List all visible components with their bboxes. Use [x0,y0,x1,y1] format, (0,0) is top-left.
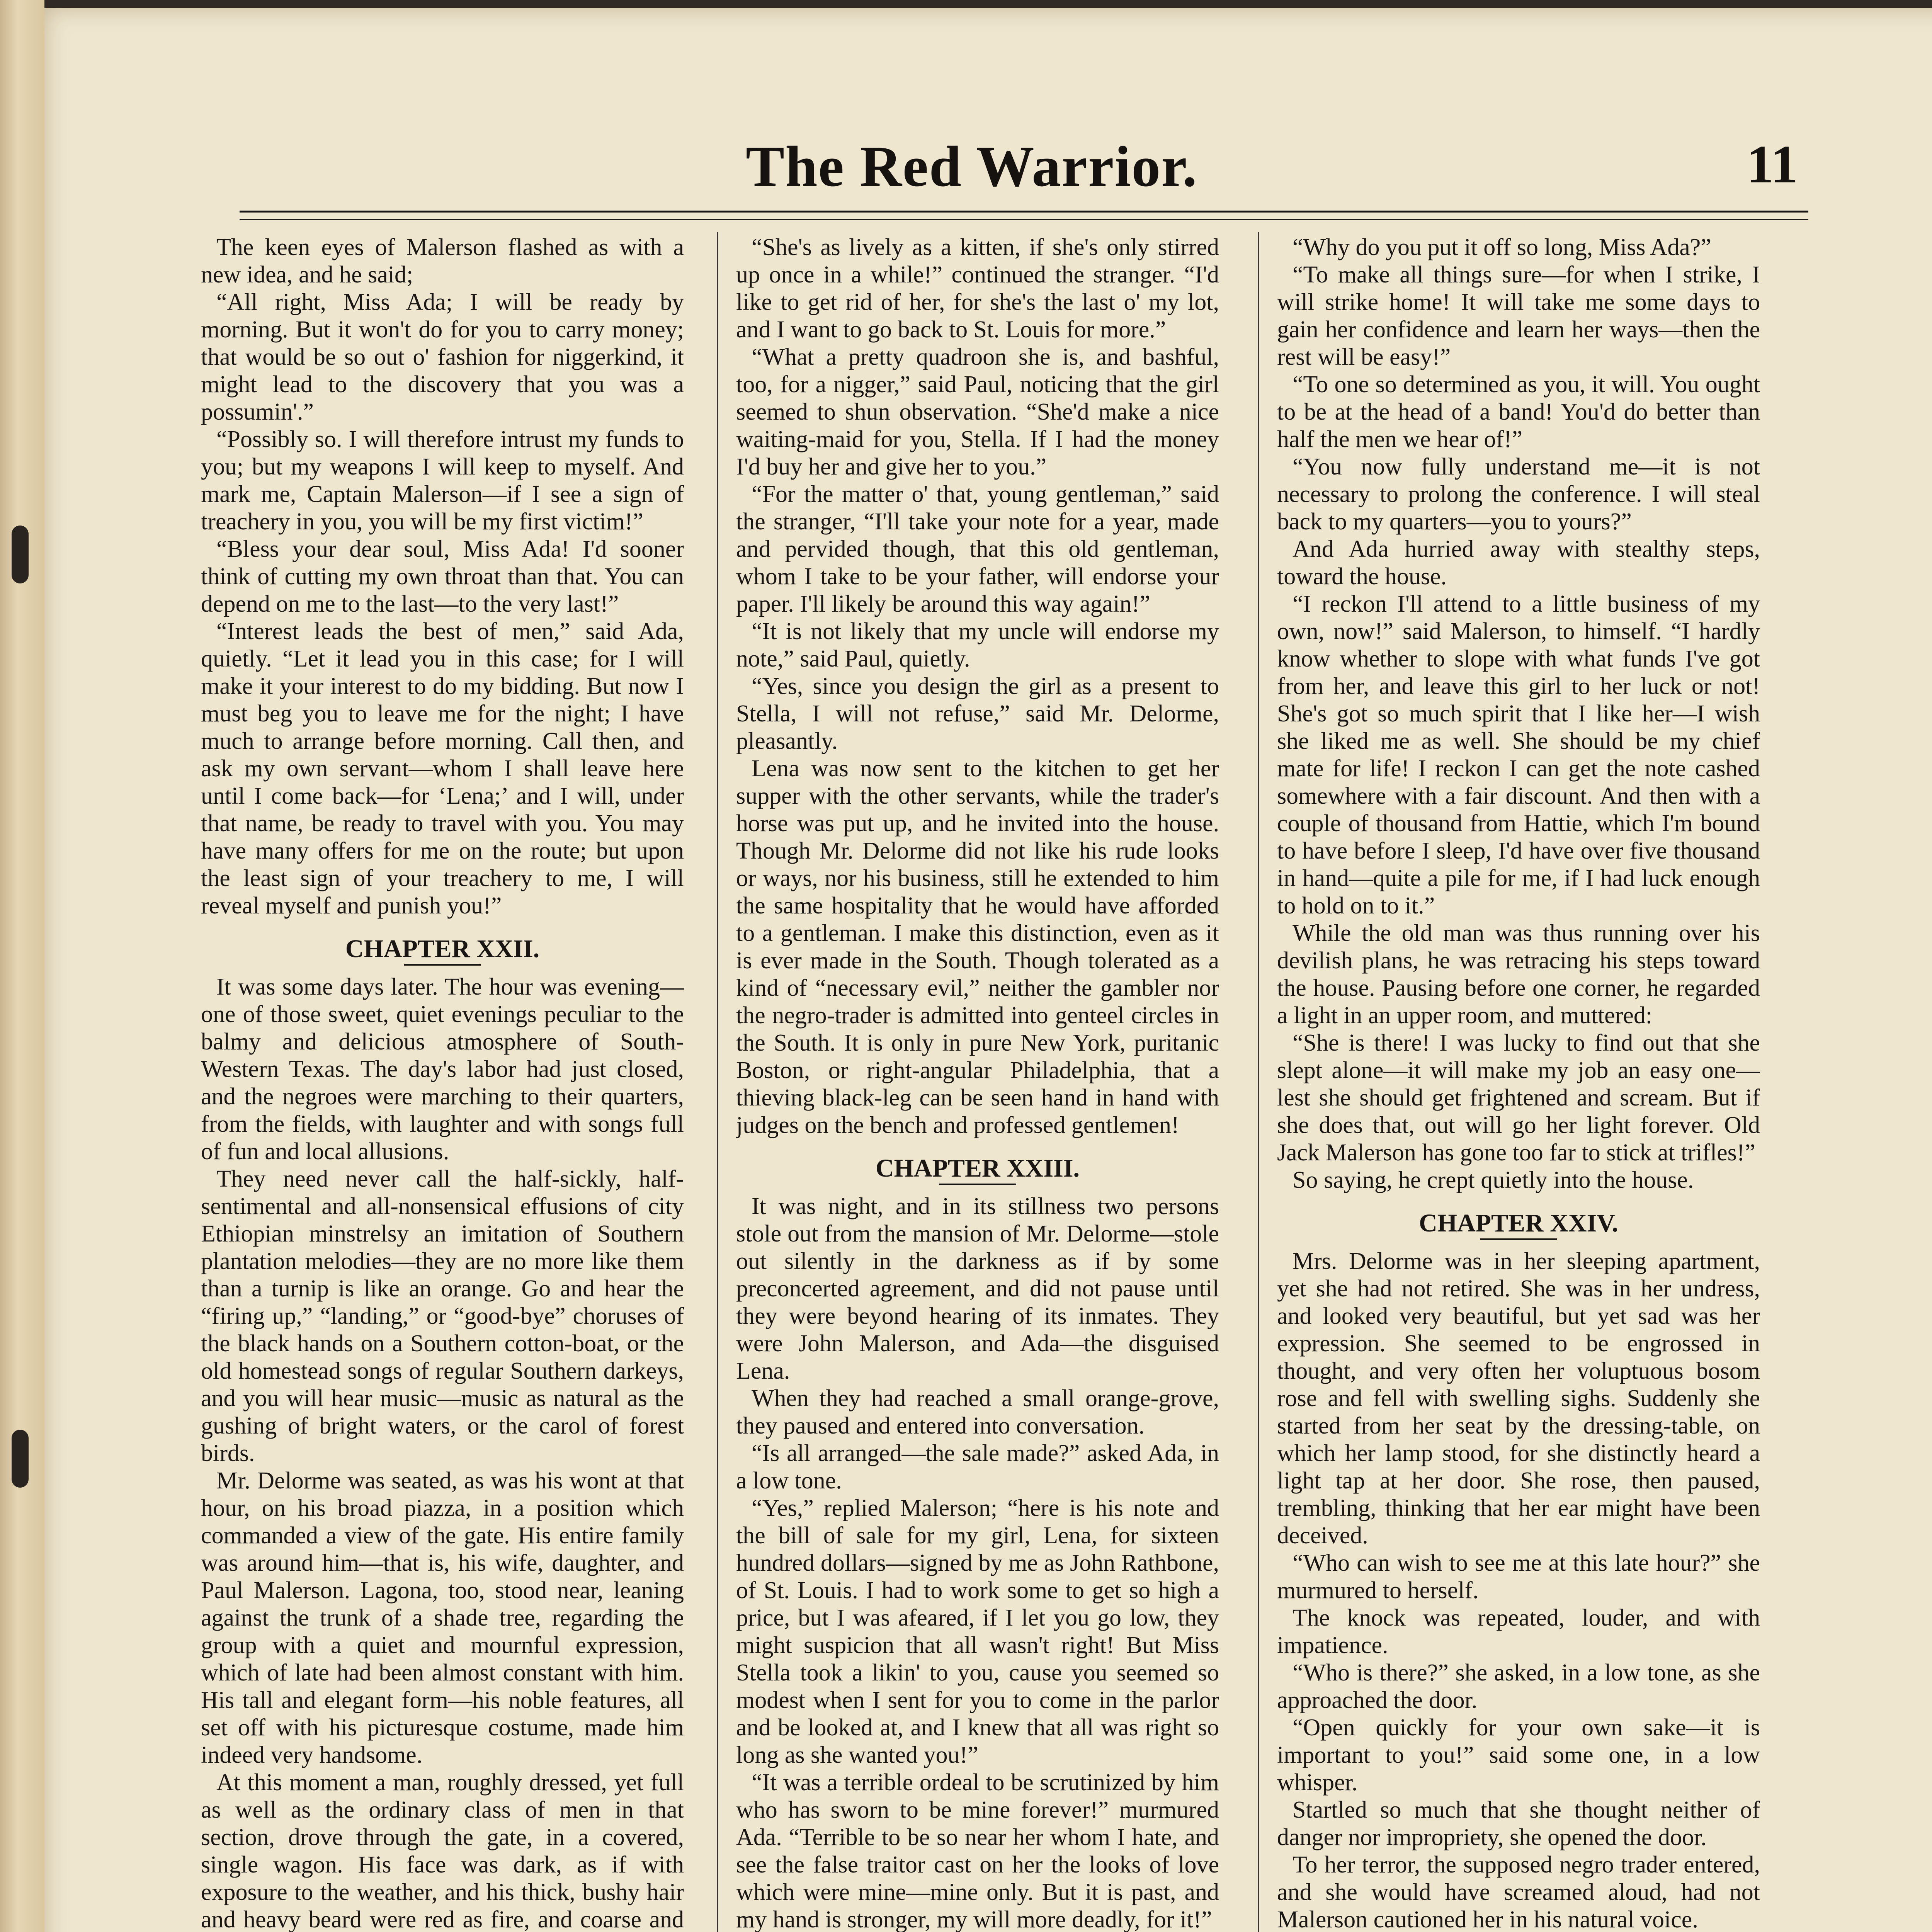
column-divider [1258,232,1259,1932]
column-divider [717,232,718,1932]
paragraph: To her terror, the supposed negro trader entered, and she would have screamed aloud, had not Malerson cautioned her in his natural voice. [1277,1852,1760,1932]
paragraph: “You now fully understand me—it is not necessary to prolong the conference. I will steal back to my quarters—you to yours?” [1277,454,1760,535]
chapter-heading: CHAPTER XXII. [345,935,540,963]
paragraph: “She is there! I was lucky to find out that she slept alone—it will make my job an easy one—lest she should get frightened and scream. But if she does that, out will go her light forever. Old Jack Malerson has gone too far to stick at trifles!” [1277,1030,1760,1166]
paragraph: “It was a terrible ordeal to be scrutinized by him who has sworn to be mine forever!” murmured Ada. “Terrible to be so near her whom I hate, and see the false traitor cast on her the looks of love which were mine—mine only. But it is past, and my hand is stronger, my will more deadly, for it!” [736,1769,1219,1932]
paragraph: “Yes,” replied Malerson; “here is his note and the bill of sale for my girl, Lena, for sixteen hundred dollars—signed by me as John Rathbone, of St. Louis. I had to work some to get so high a price, but I was afeared, if I let you go low, they might suspicion that all wasn't right! But Miss Stella took a likin' to you, cause you seemed so modest when I sent for you to come in the parlor and be looked at, and I knew that all was right so long as she wanted you!” [736,1495,1219,1768]
paragraph: And Ada hurried away with stealthy steps, toward the house. [1277,536,1760,590]
paragraph: “Yes, since you design the girl as a present to Stella, I will not refuse,” said Mr. Delorme, pleasantly. [736,673,1219,754]
paragraph: “Who is there?” she asked, in a low tone, as she approached the door. [1277,1660,1760,1713]
binding-stitch [12,526,29,583]
paragraph: “To one so determined as you, it will. You ought to be at the head of a band! You'd do better than half the men we hear of!” [1277,371,1760,452]
text-column-3 [1277,234,1760,1932]
text-column-2 [736,234,1219,1932]
paragraph: Mrs. Delorme was in her sleeping apartment, yet she had not retired. She was in her undress, and looked very beautiful, but yet sad was her expression. She seemed to be engrossed in thought, and very often her voluptuous bosom rose and fell with swelling sighs. Suddenly she started from her seat by the dressing-table, on which her lamp stood, for she distinctly heard a light tap at her door. She rose, then paused, trembling, thinking that her ear might have been deceived. [1277,1248,1760,1549]
paragraph: Startled so much that she thought neither of danger nor impropriety, she opened the door. [1277,1797,1760,1850]
paragraph: “Possibly so. I will therefore intrust my funds to you; but my weapons I will keep to myself. And mark me, Captain Malerson—if I see a sign of treachery in you, you will be my first victim!” [201,426,684,535]
paragraph: “Open quickly for your own sake—it is important to you!” said some one, in a low whisper. [1277,1714,1760,1796]
paragraph: “What a pretty quadroon she is, and bashful, too, for a nigger,” said Paul, noticing that the girl seemed to shun observation. “She'd make a nice waiting-maid for you, Stella. If I had the money I'd buy her and give her to you.” [736,344,1219,480]
paragraph: It was some days later. The hour was evening—one of those sweet, quiet evenings peculiar to the balmy and delicious atmosphere of South-Western Texas. The day's labor had just closed, and the negroes were marching to their quarters, from the fields, with laughter and with songs full of fun and local allusions. [201,974,684,1165]
paragraph: Mr. Delorme was seated, as was his wont at that hour, on his broad piazza, in a position which commanded a view of the gate. His entire family was around him—that is, his wife, daughter, and Paul Malerson. Lagona, too, stood near, leaning against the trunk of a shade tree, regarding the group with a quiet and mournful expression, which of late had been almost constant with him. His tall and elegant form—his noble features, all set off with his picturesque costume, made him indeed very handsome. [201,1468,684,1768]
paragraph: They need never call the half-sickly, half-sentimental and all-nonsensical effusions of city Ethiopian minstrelsy an imitation of Southern plantation melodies—they are no more like them than a turnip is like an orange. Go and hear the “firing up,” “landing,” or “good-bye” choruses of the black hands on a Southern cotton-boat, or the old homestead songs of regular Southern darkeys, and you will hear music—music as natural as the gushing of bright waters, or the carol of forest birds. [201,1166,684,1466]
paragraph: “All right, Miss Ada; I will be ready by morning. But it won't do for you to carry money; that would be so out o' fashion for niggerkind, it might lead to the discovery that you was a possumin'.” [201,289,684,425]
paragraph: At this moment a man, roughly dressed, yet full as well as the ordinary class of men in that section, drove through the gate, in a covered, single wagon. His face was dark, as if with exposure to the weather, and his thick, bushy hair and heavy beard were red as fire, and coarse and [201,1769,684,1932]
chapter-rule [404,964,481,966]
paragraph: “To make all things sure—for when I strike, I will strike home! It will take me some days to gain her confidence and learn her ways—then the rest will be easy!” [1277,262,1760,370]
binding-strip [0,0,44,1932]
chapter-rule [1480,1238,1557,1240]
paragraph: When they had reached a small orange-grove, they paused and entered into conversation. [736,1385,1219,1439]
paragraph: The keen eyes of Malerson flashed as with a new idea, and he said; [201,234,684,288]
paragraph: Lena was now sent to the kitchen to get her supper with the other servants, while the trader's horse was put up, and he invited into the house. Though Mr. Delorme did not like his rude looks or ways, nor his business, still he extended to him the same hospitality that he would have afforded to a gentleman. I make this distinction, even as it is ever made in the South. Though tolerated as a kind of “necessary evil,” neither the gambler nor the negro-trader is admitted into genteel circles in the South. It is only in pure New York, puritanic Boston, or right-angular Philadelphia, that a thieving black-leg can be seen hand in hand with judges on the bench and professed gentlemen! [736,755,1219,1138]
paragraph: “Interest leads the best of men,” said Ada, quietly. “Let it lead you in this case; for I will make it your interest to do my bidding. But now I must beg you to leave me for the night; I have much to arrange before morning. Call then, and ask my own servant—whom I shall leave here until I come back—for ‘Lena;’ and I will, under that name, be ready to travel with you. You may have many offers for me on the route; but upon the least sign of your treachery to me, I will reveal myself and punish you!” [201,618,684,919]
paragraph: “Is all arranged—the sale made?” asked Ada, in a low tone. [736,1440,1219,1494]
paragraph: The knock was repeated, louder, and with impatience. [1277,1605,1760,1658]
paragraph: “Why do you put it off so long, Miss Ada?” [1293,234,1711,260]
paragraph: It was night, and in its stillness two persons stole out from the mansion of Mr. Delorme—stole out silently in the darkness as if by some preconcerted agreement, and did not pause until they were beyond hearing of its inmates. They were John Malerson, and Ada—the disguised Lena. [736,1193,1219,1384]
paragraph: “Bless your dear soul, Miss Ada! I'd sooner think of cutting my own throat than that. You can depend on me to the last—to the very last!” [201,536,684,617]
paragraph: “Who can wish to see me at this late hour?” she murmured to herself. [1277,1550,1760,1604]
running-title: The Red Warrior. [746,134,1198,199]
header-rule [240,211,1808,220]
text-column-1 [201,234,684,1932]
page-number: 11 [1747,134,1798,194]
binding-stitch [12,1430,29,1488]
paragraph: “She's as lively as a kitten, if she's only stirred up once in a while!” continued the stranger. “I'd like to get rid of her, for she's the last o' my lot, and I want to go back to St. Louis for more.” [736,234,1219,343]
paragraph: “It is not likely that my uncle will endorse my note,” said Paul, quietly. [736,618,1219,672]
chapter-heading: CHAPTER XXIII. [875,1154,1080,1182]
paragraph: So saying, he crept quietly into the house. [1293,1167,1694,1193]
paragraph: While the old man was thus running over his devilish plans, he was retracing his steps toward the house. Pausing before one corner, he regarded a light in an upper room, and muttered: [1277,920,1760,1029]
paragraph: “I reckon I'll attend to a little business of my own, now!” said Malerson, to himself. “I hardly know whether to slope with what funds I've got from her, and leave this girl to her luck or not! She's got so much spirit that I like her—I wish she liked me as well. She should be my chief mate for life! I reckon I can get the note cashed somewhere with a fair discount. And then with a couple of thousand from Hattie, which I'm bound to have before I sleep, I'd have over five thousand in hand—quite a pile for me, if I had luck enough to hold on to it.” [1277,591,1760,919]
chapter-heading: CHAPTER XXIV. [1419,1209,1618,1237]
paragraph: “For the matter o' that, young gentleman,” said the stranger, “I'll take your note for a year, made and pervided though, that this old gentleman, whom I take to be your father, will endorse your paper. I'll likely be around this way again!” [736,481,1219,617]
chapter-rule [939,1184,1016,1185]
